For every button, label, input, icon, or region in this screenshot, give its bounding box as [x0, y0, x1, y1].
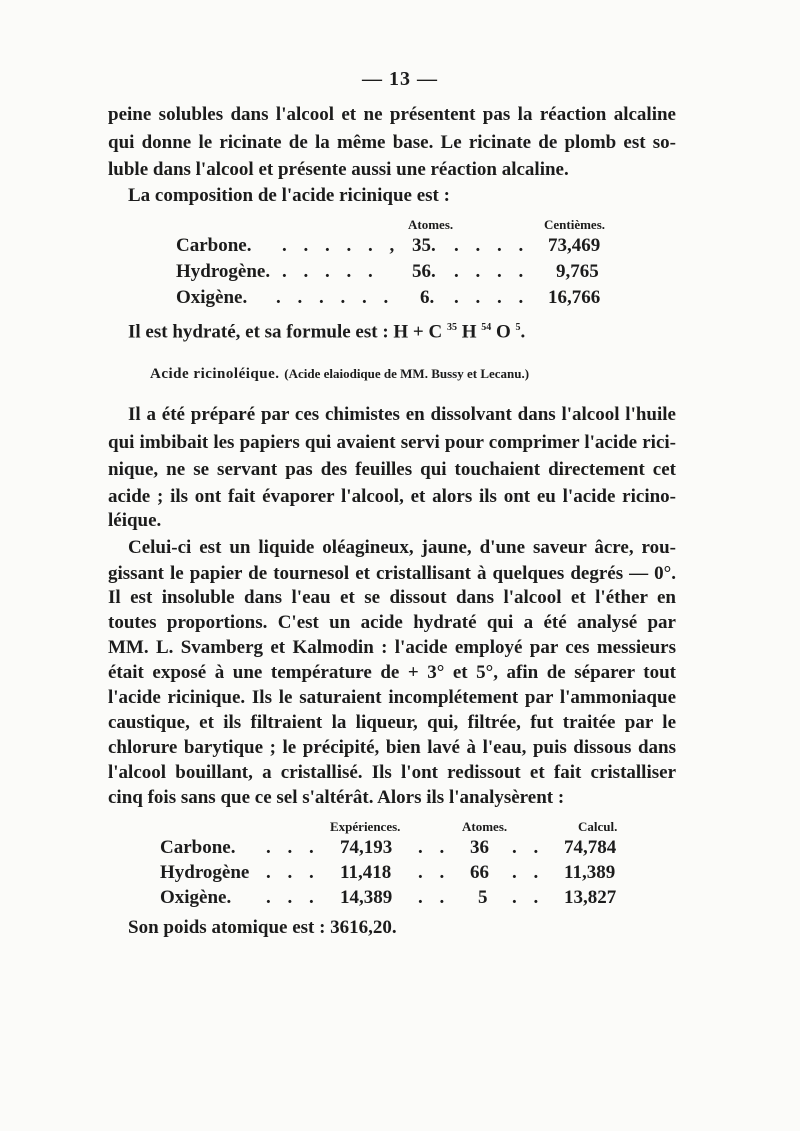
table-cell-dots: . . . . . .	[276, 287, 395, 308]
table-cell-dots: . . . . . ,	[282, 235, 401, 256]
atomic-weight-line: Son poids atomique est : 3616,20.	[128, 917, 397, 938]
text-line: léique.	[108, 510, 162, 531]
section-subtitle: (Acide elaiodique de MM. Bussy et Lecanu.)	[284, 366, 530, 381]
text-line: l'acide ricinique. Ils le saturaient incomplétement par l'ammoniaque	[108, 687, 676, 708]
text-line: MM. L. Svamberg et Kalmodin : l'acide employé par ces messieurs	[108, 637, 676, 658]
text-line: Il a été préparé par ces chimistes en dissolvant dans l'alcool l'huile	[128, 404, 676, 425]
table-cell-dots: . . . . .	[282, 261, 379, 282]
formula-text: Il est hydraté, et sa formule est : H + C	[128, 321, 443, 343]
table-cell-calcul: 74,784	[564, 837, 617, 858]
formula-subscript: 54	[481, 322, 492, 333]
table-cell-dots: . . . .	[454, 235, 530, 256]
formula-symbol: O	[496, 321, 511, 343]
table-cell-percent: 16,766	[548, 287, 601, 308]
table-cell-atoms: 35.	[412, 235, 436, 256]
table-cell-element: Oxigène.	[176, 287, 248, 308]
text-line: était exposé à une température de + 3° et 5°, afin de séparer tout	[108, 662, 676, 683]
table-cell-experience: 14,389	[340, 887, 393, 908]
section-heading	[150, 361, 650, 386]
text-line: La composition de l'acide ricinique est :	[128, 185, 450, 206]
text-line: chlorure barytique ; le précipité, bien lavé à l'eau, puis dissous dans	[108, 737, 676, 758]
table-cell-atoms: 5	[478, 887, 488, 908]
table-cell-experience: 11,418	[340, 862, 392, 883]
text-line: luble dans l'alcool et présente aussi une réaction alcaline.	[108, 159, 569, 180]
formula-symbol: H	[461, 321, 477, 343]
table-cell-atoms: 6.	[420, 287, 435, 308]
table-header-centiemes: Centièmes.	[544, 217, 606, 232]
table-cell-dots: . .	[418, 837, 451, 858]
table-cell-dots: . . . .	[454, 261, 530, 282]
table-cell-dots: . . .	[266, 862, 320, 883]
table-cell-dots: . .	[512, 862, 545, 883]
table-cell-dots: . .	[512, 887, 545, 908]
page-number: — 13 —	[362, 68, 438, 90]
table-cell-element: Carbone.	[160, 837, 236, 858]
text-line: l'alcool bouillant, a cristallisé. Ils l'ont redissout et fait cristalliser	[108, 762, 676, 783]
formula-subscript: 5	[515, 322, 521, 333]
table-cell-calcul: 13,827	[564, 887, 617, 908]
text-line: Celui-ci est un liquide oléagineux, jaune, d'une saveur âcre, rou-	[128, 537, 676, 558]
table-cell-element: Oxigène.	[160, 887, 232, 908]
table-cell-element: Carbone.	[176, 235, 252, 256]
text-line: qui donne le ricinate de la même base. Le ricinate de plomb est so-	[108, 132, 676, 153]
table-cell-dots: . .	[418, 862, 451, 883]
table-header-calcul: Calcul.	[578, 819, 618, 834]
table-header-atomes: Atomes.	[462, 819, 508, 834]
table-cell-element: Hydrogène	[160, 862, 250, 883]
text-line: caustique, et ils filtraient la liqueur, qui, filtrée, fut traitée par le	[108, 712, 676, 733]
table-cell-atoms: 56.	[412, 261, 436, 282]
text-line: Il est insoluble dans l'eau et se dissout dans l'alcool et l'éther en	[108, 587, 676, 608]
table-cell-dots: . . .	[266, 837, 320, 858]
text-line: gissant le papier de tournesol et cristallisant à quelques degrés — 0°.	[108, 563, 676, 584]
table-cell-atoms: 66	[470, 862, 489, 883]
table-cell-experience: 74,193	[340, 837, 393, 858]
section-title: Acide ricinoléique.	[150, 366, 280, 382]
text-line: acide ; ils ont fait évaporer l'alcool, et alors ils ont eu l'acide ricino-	[108, 486, 676, 507]
table-header-experiences: Expériences.	[330, 819, 401, 834]
table-cell-dots: . .	[512, 837, 545, 858]
formula-line	[128, 316, 628, 344]
text-line: cinq fois sans que ce sel s'altérât. Alors ils l'analysèrent :	[108, 787, 565, 808]
table-cell-percent: 9,765	[556, 261, 599, 282]
formula-subscript: 35	[446, 322, 457, 333]
text-line: nique, ne se servant pas des feuilles qui touchaient directement cet	[108, 459, 676, 480]
table-cell-dots: . . .	[266, 887, 320, 908]
table-cell-dots: . .	[418, 887, 451, 908]
table-cell-percent: 73,469	[548, 235, 601, 256]
table-cell-calcul: 11,389	[564, 862, 616, 883]
text-line: toutes proportions. C'est un acide hydraté qui a été analysé par	[108, 612, 676, 633]
table-header-atomes: Atomes.	[408, 217, 454, 232]
text-line: peine solubles dans l'alcool et ne présentent pas la réaction alcaline	[108, 104, 676, 125]
formula-period: .	[520, 321, 526, 343]
text-line: qui imbibait les papiers qui avaient servi pour comprimer l'acide rici-	[108, 432, 676, 453]
table-cell-element: Hydrogène.	[176, 261, 271, 282]
table-cell-dots: . . . .	[454, 287, 530, 308]
table-cell-atoms: 36	[470, 837, 489, 858]
